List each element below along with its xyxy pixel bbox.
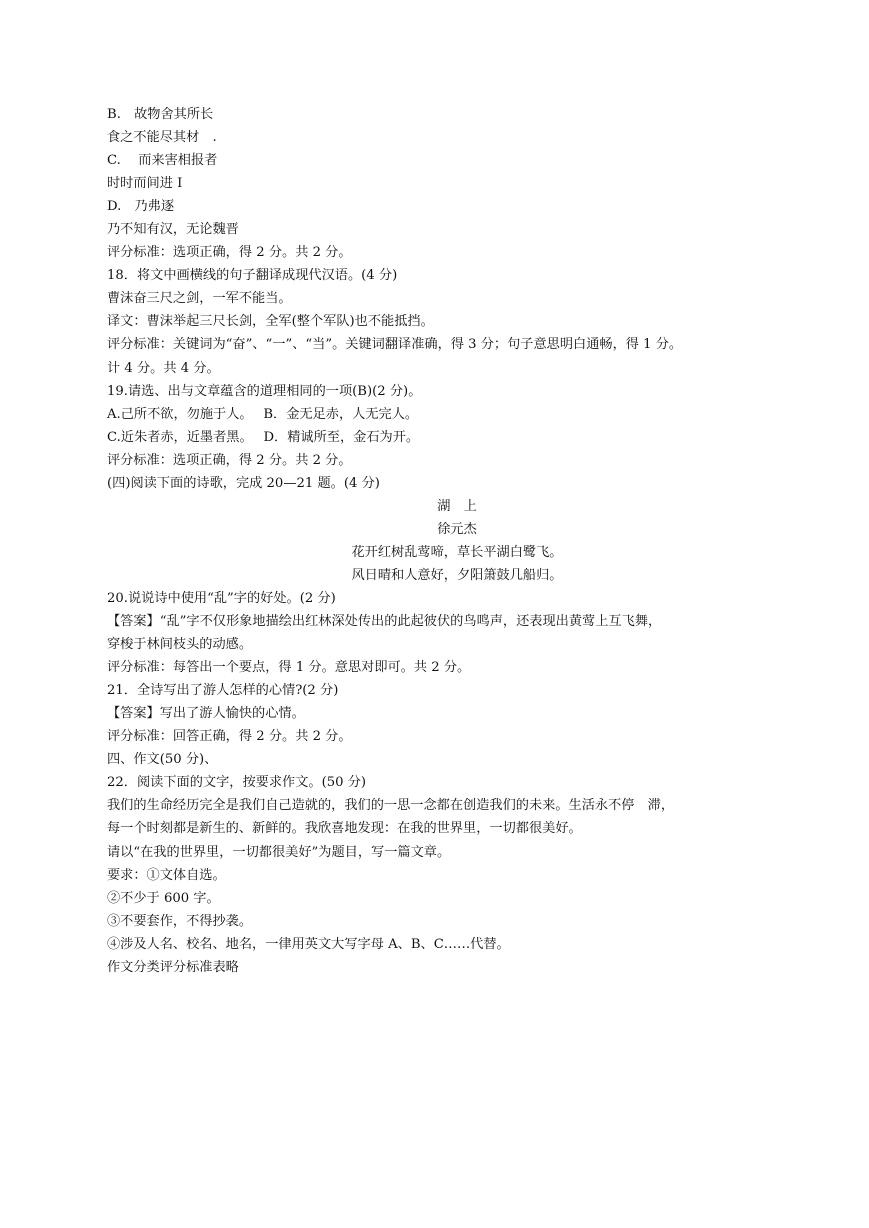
question-19: 19.请选、出与文章蕴含的道理相同的一项(B)(2 分)。 bbox=[107, 383, 422, 399]
scoring-criteria: 评分标准：选项正确，得 2 分。共 2 分。 bbox=[107, 245, 352, 261]
option-c-line: C. 而来害相报者 bbox=[107, 153, 218, 169]
scoring-criteria: 评分标准：每答出一个要点，得 1 分。意思对即可。共 2 分。 bbox=[107, 660, 471, 676]
choice-line: C.近朱者赤，近墨者黑。 D．精诚所至，金石为开。 bbox=[107, 429, 420, 445]
question-20: 20.说说诗中使用“乱”字的好处。(2 分) bbox=[107, 590, 336, 606]
text-line: 作文分类评分标准表略 bbox=[107, 959, 239, 975]
document-page bbox=[107, 103, 767, 979]
prompt-line: 我们的生命经历完全是我们自己造就的，我们的一思一念都在创造我们的未来。生活永不停 滞， bbox=[107, 798, 675, 814]
question-22: 22．阅读下面的文字，按要求作文。(50 分) bbox=[107, 775, 367, 791]
requirement-line: ②不少于 600 字。 bbox=[107, 890, 220, 906]
scoring-criteria: 评分标准：回答正确，得 2 分。共 2 分。 bbox=[107, 729, 352, 745]
option-d-line: D. 乃弗逐 bbox=[107, 199, 175, 215]
translation: 译文：曹沫举起三尺长剑，全军(整个军队)也不能抵挡。 bbox=[107, 314, 434, 330]
text-line: 时时而间进 I bbox=[107, 176, 183, 192]
text-line: 食之不能尽其材 . bbox=[107, 130, 217, 146]
prompt-line: 请以“在我的世界里，一切都很美好”为题目，写一篇文章。 bbox=[107, 844, 451, 860]
answer-line: 穿梭于林间枝头的动感。 bbox=[107, 637, 253, 653]
answer-line: 【答案】“乱”字不仅形象地描绘出红林深处传出的此起彼伏的鸟鸣声，还表现出黄莺上互飞舞， bbox=[107, 614, 662, 630]
section-heading: 四、作文(50 分)、 bbox=[107, 752, 218, 768]
poem-author: 徐元杰 bbox=[437, 521, 477, 537]
source-sentence: 曹沫奋三尺之剑，一军不能当。 bbox=[107, 291, 292, 307]
option-b-line: B. 故物舍其所长 bbox=[107, 107, 214, 122]
poem-title: 湖 上 bbox=[437, 498, 477, 514]
requirement-line: 要求：①文体自选。 bbox=[107, 867, 226, 883]
section-heading: (四)阅读下面的诗歌，完成 20—21 题。(4 分) bbox=[107, 475, 380, 491]
choice-line: A.己所不欲，勿施于人。 B．金无足赤，人无完人。 bbox=[107, 406, 419, 422]
question-18: 18．将文中画横线的句子翻译成现代汉语。(4 分) bbox=[107, 268, 398, 284]
poem-line: 风日晴和人意好，夕阳箫鼓几船归。 bbox=[351, 567, 563, 583]
requirement-line: ④涉及人名、校名、地名，一律用英文大写字母 A、B、C……代替。 bbox=[107, 936, 510, 952]
question-21: 21．全诗写出了游人怎样的心情?(2 分) bbox=[107, 683, 339, 699]
text-line: 计 4 分。共 4 分。 bbox=[107, 360, 220, 376]
scoring-criteria: 评分标准：选项正确，得 2 分。共 2 分。 bbox=[107, 452, 352, 468]
poem-line: 花开红树乱莺啼，草长平湖白鹭飞。 bbox=[351, 544, 563, 560]
answer-line: 【答案】写出了游人愉快的心情。 bbox=[107, 706, 305, 722]
scoring-criteria: 评分标准：关键词为“奋”、“一”、“当”。关键词翻译准确，得 3 分；句子意思明白通畅，得 1 分。 bbox=[107, 337, 683, 353]
text-line: 乃不知有汉，无论魏晋 bbox=[107, 222, 239, 238]
requirement-line: ③不要套作，不得抄袭。 bbox=[107, 913, 253, 929]
prompt-line: 每一个时刻都是新生的、新鲜的。我欣喜地发现：在我的世界里，一切都很美好。 bbox=[107, 821, 582, 837]
